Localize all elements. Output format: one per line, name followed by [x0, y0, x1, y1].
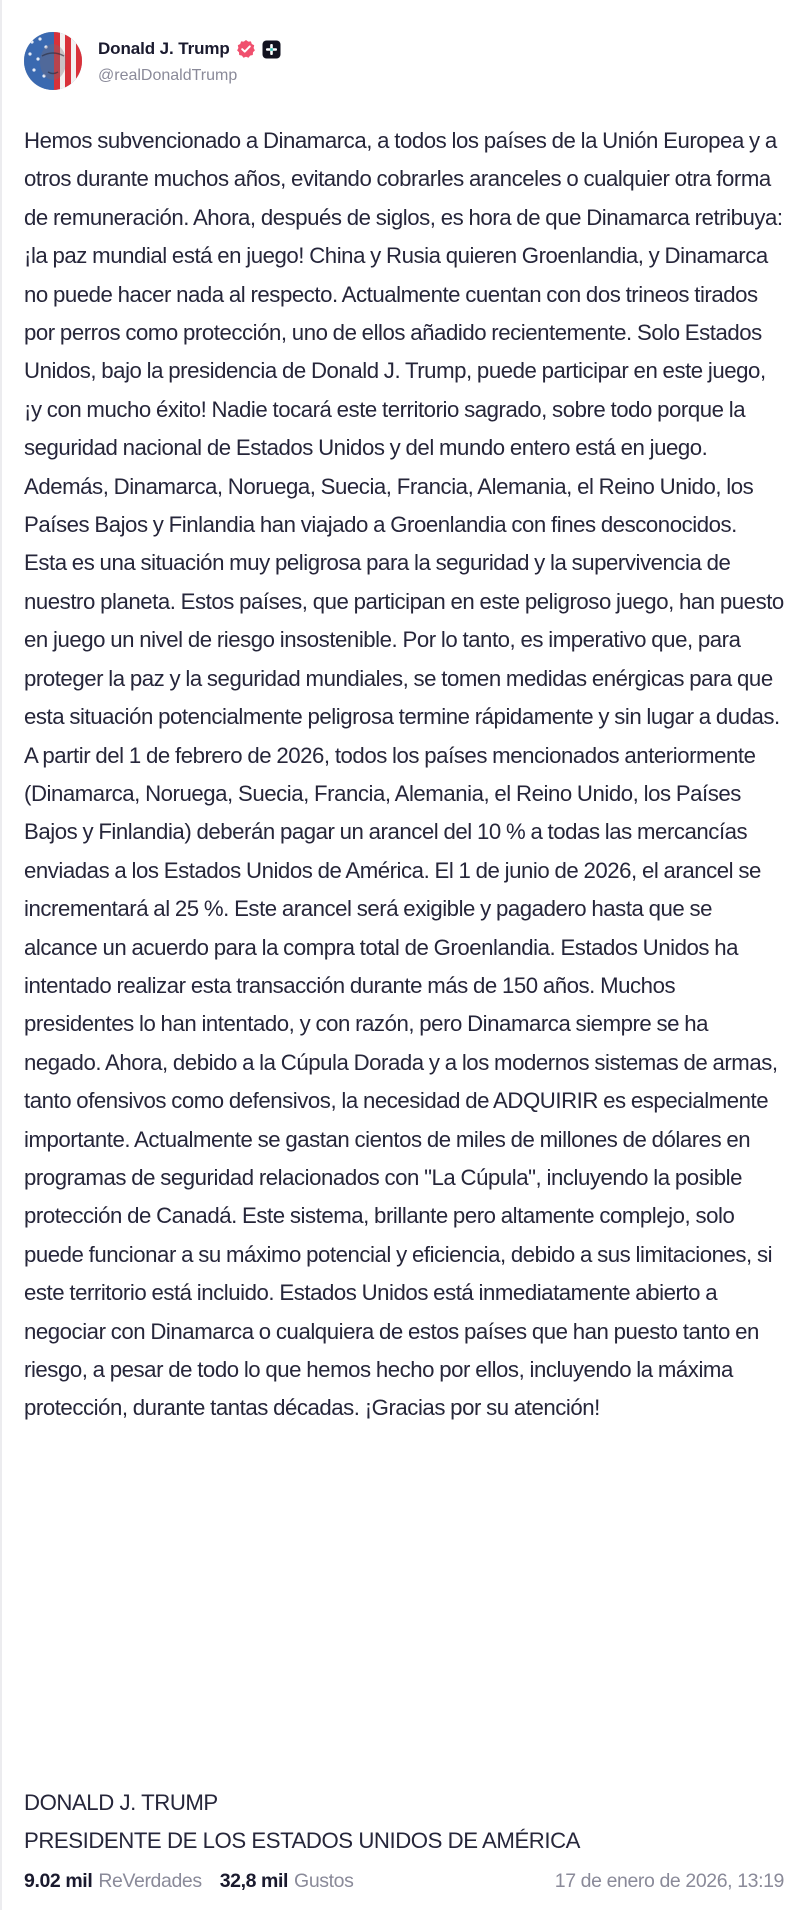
flag-portrait-avatar-image	[24, 32, 82, 90]
post-body-text: Hemos subvencionado a Dinamarca, a todos los países de la Unión Europea y a otros durante muchos años, evitando cobrarles aranceles o cualquier otra forma de remuneración. Ahora, después de siglos, es hora de que Dinamarca retribuya: ¡la paz mundial está en juego! China y Rusia quieren Groenlandia, y Dinamarca no puede hacer nada al respecto. Actualmente cuentan con dos trineos tirados por perros como protección, uno de ellos añadido recientemente. Solo Estados Unidos, bajo la presidencia de Donald J. Trump, puede participar en este juego, ¡y con mucho éxito! Nadie tocará este territorio sagrado, sobre todo porque la seguridad nacional de Estados Unidos y del mundo entero está en juego. Además, Dinamarca, Noruega, Suecia, Francia, Alemania, el Reino Unido, los Países Bajos y Finlandia han viajado a Groenlandia con fines desconocidos. Esta es una situación muy peligrosa para la seguridad y la supervivencia de nuestro planeta. Estos países, que participan en este peligroso juego, han puesto en juego un nivel de riesgo insostenible. Por lo tanto, es imperativo que, para proteger la paz y la seguridad mundiales, se tomen medidas enérgicas para que esta situación potencialmente peligrosa termine rápidamente y sin lugar a dudas. A partir del 1 de febrero de 2026, todos los países mencionados anteriormente (Dinamarca, Noruega, Suecia, Francia, Alemania, el Reino Unido, los Países Bajos y Finlandia) deberán pagar un arancel del 10 % a todas las mercancías enviadas a los Estados Unidos de América. El 1 de junio de 2026, el arancel se incrementará al 25 %. Este arancel será exigible y pagadero hasta que se alcance un acuerdo para la compra total de Groenlandia. Estados Unidos ha intentado realizar esta transacción durante más de 150 años. Muchos presidentes lo han intentado, y con razón, pero Dinamarca siempre se ha negado. Ahora, debido a la Cúpula Dorada y a los modernos sistemas de armas, tanto ofensivos como defensivos, la necesidad de ADQUIRIR es especialmente importante. Actualmente se gastan cientos de miles de millones de dólares en programas de seguridad relacionados con "La Cúpula", incluyendo la posible protección de Canadá. Este sistema, brillante pero altamente complejo, solo puede funcionar a su máximo potencial y eficiencia, debido a sus limitaciones, si este territorio está incluido. Estados Unidos está inmediatamente abierto a negociar con Dinamarca o cualquiera de estos países que han puesto tanto en riesgo, a pesar de todo lo que hemos hecho por ellos, incluyendo la máxima protección, durante tantas décadas. ¡Gracias por su atención!	[24, 128, 784, 1421]
display-name[interactable]: Donald J. Trump	[98, 39, 230, 58]
post-signature	[24, 1784, 580, 1861]
likes-count: 32,8 mil	[219, 1869, 289, 1892]
reposts-stat[interactable]	[24, 1870, 202, 1893]
post-footer	[24, 1866, 784, 1896]
likes-stat[interactable]	[220, 1870, 354, 1893]
author-handle[interactable]: @realDonaldTrump	[98, 67, 238, 84]
post-timestamp[interactable]: 17 de enero de 2026, 13:19	[554, 1869, 784, 1892]
signature-title: PRESIDENTE DE LOS ESTADOS UNIDOS DE AMÉRICA	[24, 1828, 580, 1854]
reposts-label: ReVerdades	[98, 1869, 202, 1892]
name-row	[98, 37, 281, 61]
plus-square-icon[interactable]	[262, 40, 281, 59]
reposts-count: 9.02 mil	[24, 1869, 93, 1892]
post-body	[24, 122, 784, 1428]
post-header	[24, 28, 281, 94]
author-info	[98, 37, 281, 85]
avatar[interactable]	[24, 32, 82, 90]
verified-badge-icon	[236, 39, 256, 59]
signature-name: DONALD J. TRUMP	[24, 1790, 218, 1815]
likes-label: Gustos	[294, 1869, 354, 1892]
